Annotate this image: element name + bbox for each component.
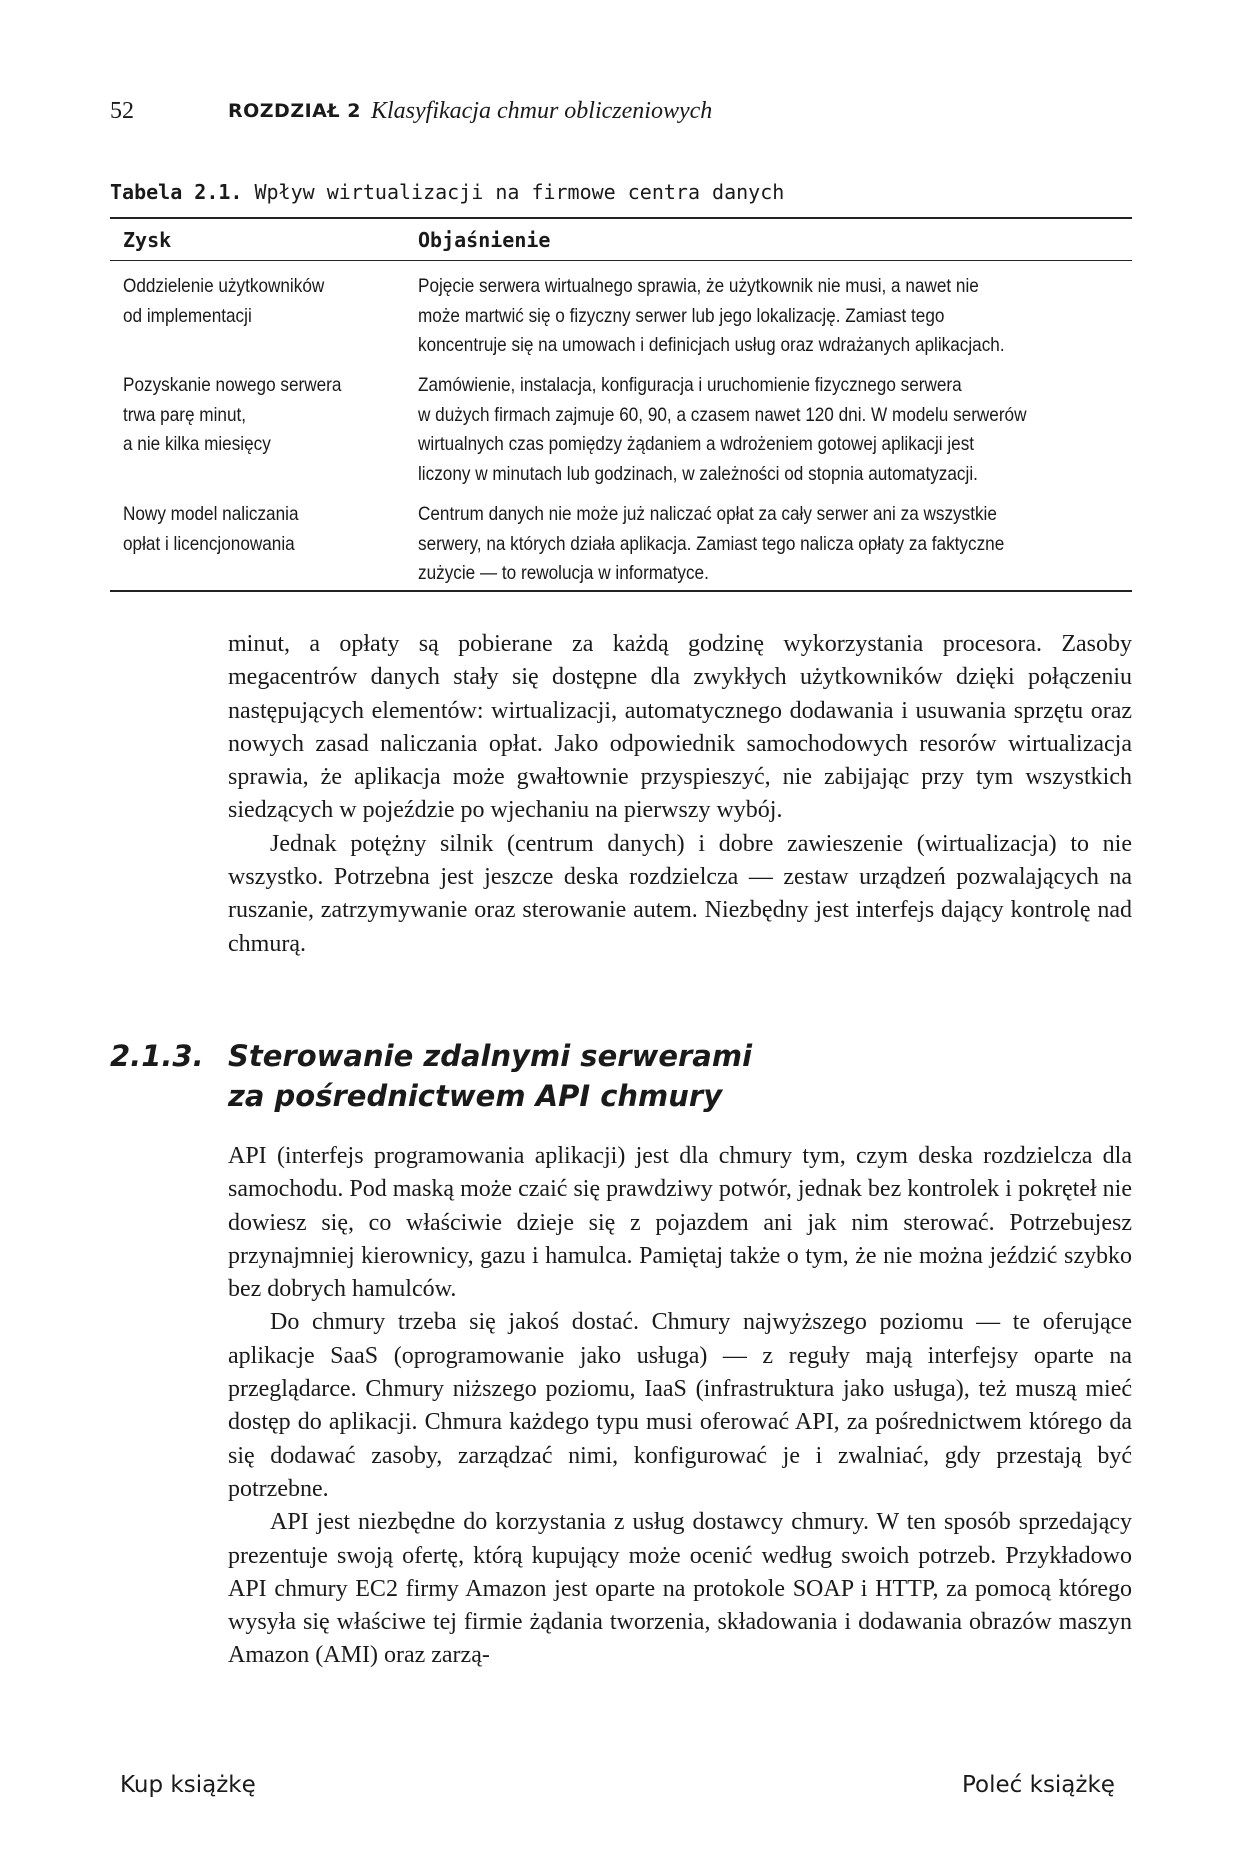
table-cell-gain: [123, 500, 387, 559]
section-title-line: Sterowanie zdalnymi serwerami: [228, 1039, 753, 1073]
cell-line: liczony w minutach lub godzinach, w zależności od stopnia automatyzacji.: [418, 462, 978, 485]
table-cell-gain: [123, 272, 387, 331]
cell-line: zużycie — to rewolucja w informatyce.: [418, 562, 709, 584]
table-bottom-rule: [110, 590, 1132, 592]
chapter-label: ROZDZIAŁ 2: [228, 100, 361, 122]
paragraph: API jest niezbędne do korzystania z usług dostawcy chmury. W ten sposób sprzedający prezentuje swoją ofertę, którą kupujący może ocenić według swoich potrzeb. Przykładowo API chmury EC2 firmy Amazon jest oparte na protokole SOAP i HTTP, za pomocą którego wysyła się właściwe tej firmie żądania tworzenia, składowania i dodawania obrazów maszyn Amazon (AMI) oraz zarzą-: [228, 1509, 1132, 1669]
cell-line: od implementacji: [123, 304, 252, 327]
cell-line: Pojęcie serwera wirtualnego sprawia, że użytkownik nie musi, a nawet nie: [418, 275, 979, 297]
table-caption-label: Tabela 2.1.: [110, 180, 243, 204]
cell-line: może martwić się o fizyczny serwer lub jego lokalizację. Zamiast tego: [418, 304, 945, 327]
cell-line: opłat i licencjonowania: [123, 532, 295, 555]
table-cell-gain: [123, 371, 387, 460]
chapter-title: Klasyfikacja chmur obliczeniowych: [371, 98, 713, 124]
cell-line: serwery, na których działa aplikacja. Zamiast tego nalicza opłaty za faktyczne: [418, 532, 1005, 555]
cell-line: Nowy model naliczania: [123, 503, 299, 525]
table-caption: [110, 180, 784, 204]
running-header: [110, 98, 1140, 134]
column-header-explanation: Objaśnienie: [418, 228, 551, 252]
body-text-after-section: [228, 1140, 1132, 1673]
cell-line: Oddzielenie użytkowników: [123, 275, 325, 297]
cell-line: Zamówienie, instalacja, konfiguracja i uruchomienie fizycznego serwera: [418, 374, 962, 396]
section-title: [228, 1036, 928, 1116]
body-text-before-section: [228, 628, 1132, 961]
paragraph: API (interfejs programowania aplikacji) jest dla chmury tym, czym deska rozdzielcza dla samochodu. Pod maską może czaić się prawdziwy potwór, jednak bez kontrolek i pokręteł nie dowiesz się, co właściwie dzieje się z pojazdem ani jak nim sterować. Potrzebujesz przynajmniej kierownicy, gazu i hamulca. Pamiętaj także o tym, że nie można jeździć szybko bez dobrych hamulców.: [228, 1143, 1132, 1303]
table-cell-explanation: [418, 371, 1122, 489]
cell-line: w dużych firmach zajmuje 60, 90, a czasem nawet 120 dni. W modelu serwerów: [418, 403, 1027, 426]
buy-book-link[interactable]: Kup książkę: [120, 1772, 256, 1798]
section-number: 2.1.3.: [110, 1039, 204, 1073]
cell-line: Pozyskanie nowego serwera: [123, 374, 342, 396]
cell-line: Centrum danych nie może już naliczać opłat za cały serwer ani za wszystkie: [418, 503, 997, 525]
page-number: 52: [110, 98, 134, 124]
paragraph: Do chmury trzeba się jakoś dostać. Chmury najwyższego poziomu — te oferujące aplikacje SaaS (oprogramowanie jako usługa) — z reguły mają interfejsy oparte na przeglądarce. Chmury niższego poziomu, IaaS (infrastruktura jako usługa), też muszą mieć dostęp do aplikacji. Chmura każdego typu musi oferować API, za pośrednictwem którego da się dodawać zasoby, zarządzać nimi, konfigurować je i zwalniać, gdy przestają być potrzebne.: [228, 1309, 1132, 1502]
cell-line: koncentruje się na umowach i definicjach usług oraz wdrażanych aplikacjach.: [418, 334, 1005, 356]
table-header-rule: [110, 260, 1132, 261]
table-cell-explanation: [418, 272, 1122, 361]
table-top-rule: [110, 217, 1132, 219]
recommend-book-link[interactable]: Poleć książkę: [962, 1772, 1115, 1798]
paragraph: Jednak potężny silnik (centrum danych) i dobre zawieszenie (wirtualizacja) to nie wszystko. Potrzebna jest jeszcze deska rozdzielcza — zestaw urządzeń pozwalających na ruszanie, zatrzymywanie oraz sterowanie autem. Niezbędny jest interfejs dający kontrolę nad chmurą.: [228, 830, 1132, 957]
section-title-line: za pośrednictwem API chmury: [228, 1079, 723, 1113]
cell-line: wirtualnych czas pomiędzy żądaniem a wdrożeniem gotowej aplikacji jest: [418, 433, 975, 455]
cell-line: a nie kilka miesięcy: [123, 433, 271, 455]
cell-line: trwa parę minut,: [123, 403, 247, 426]
table-caption-text: Wpływ wirtualizacji na firmowe centra danych: [242, 180, 785, 204]
paragraph: minut, a opłaty są pobierane za każdą godzinę wykorzystania procesora. Zasoby megacentrów danych stały się dostępne dla zwykłych użytkowników dzięki połączeniu następujących elementów: wirtualizacji, automatycznego dodawania i usuwania sprzętu oraz nowych zasad naliczania opłat. Jako odpowiednik samochodowych resorów wirtualizacja sprawia, że aplikacja może gwałtownie przyspieszyć, nie zabijając przy tym wszystkich siedzących w pojeździe po wjechaniu na pierwszy wybój.: [228, 631, 1132, 824]
table-cell-explanation: [418, 500, 1122, 589]
column-header-gain: Zysk: [123, 228, 172, 252]
